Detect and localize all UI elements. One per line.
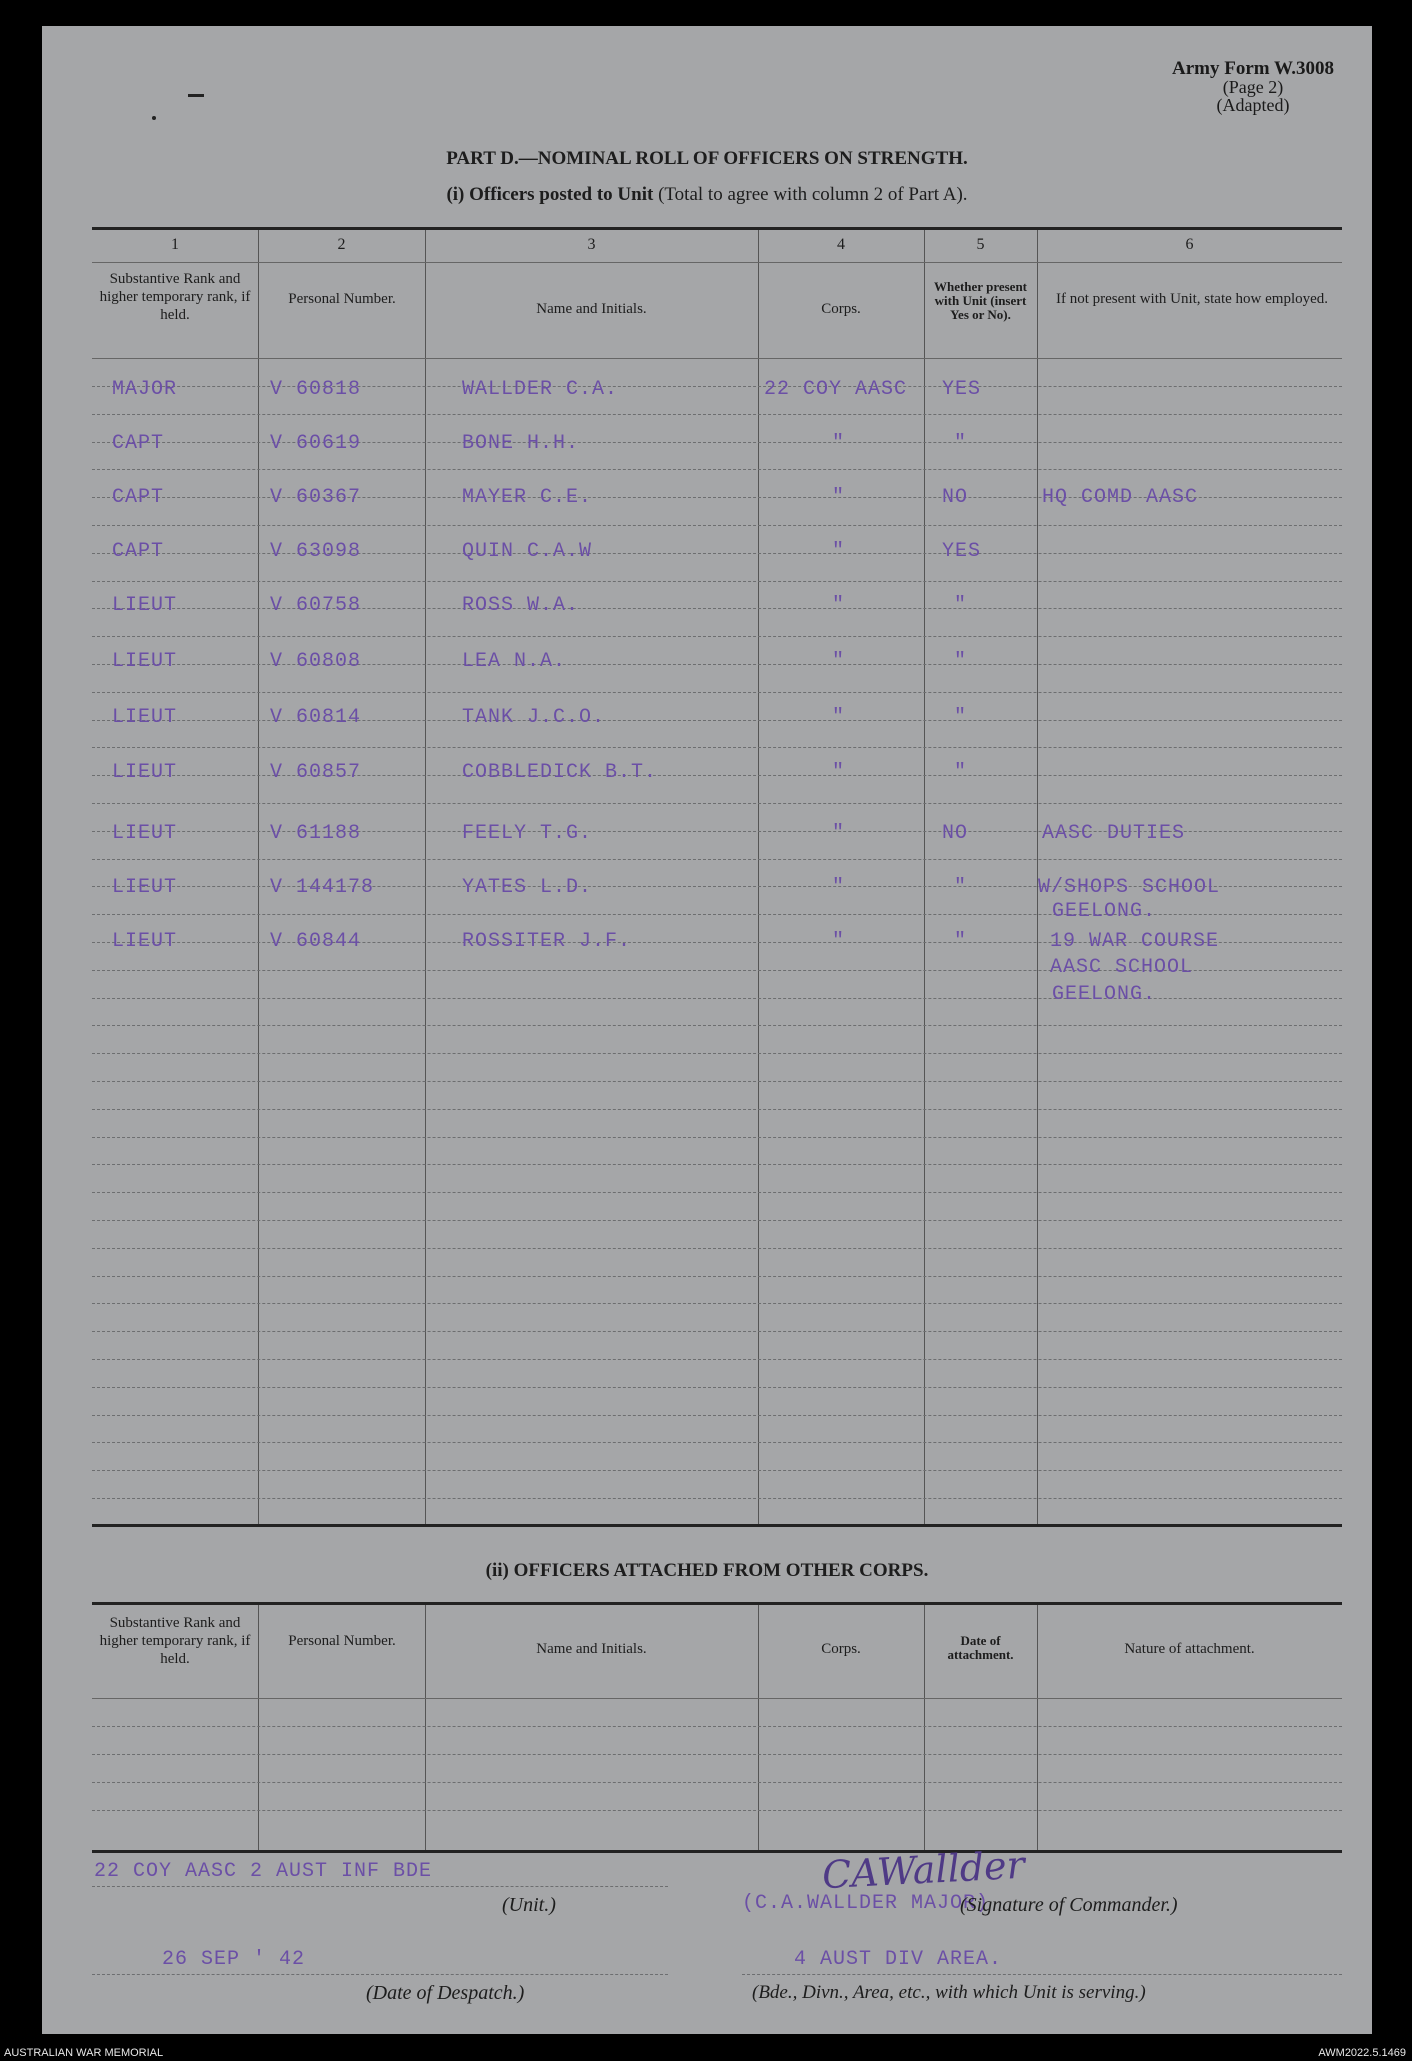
table2-top-rule [92,1602,1342,1605]
ink-mark [188,94,204,97]
roll-number-cell: V 60619 [270,432,362,455]
roll-rank-cell: LIEUT [112,706,178,729]
roll-number-cell: V 60818 [270,378,362,401]
row-rule [92,1498,1342,1499]
archive-reference: AWM2022.5.1469 [1318,2047,1406,2059]
row-rule [92,1303,1342,1304]
roll-name-cell: MAYER C.E. [462,486,593,509]
commander-label: (Signature of Commander.) [960,1894,1178,1916]
row-rule [92,1248,1342,1249]
row-rule [92,1081,1342,1082]
header-bottom-rule [92,358,1342,359]
unit-rule [92,1886,668,1887]
roll-corps-cell: 22 COY AASC [764,378,908,401]
t2-header-corps: Corps. [821,1641,861,1657]
col-header-name: Name and Initials. [536,301,647,317]
row-rule [92,1387,1342,1388]
roll-corps-cell: " [832,486,846,509]
col-number: 6 [1185,236,1194,253]
archive-credit: AUSTRALIAN WAR MEMORIAL [4,2047,164,2059]
col-header-corps: Corps. [821,301,861,317]
date-label: (Date of Despatch.) [366,1982,525,2004]
row-rule [92,1053,1342,1054]
roll-name-cell: COBBLEDICK B.T. [462,761,658,784]
unit-label: (Unit.) [502,1894,556,1916]
roll-number-cell: V 60814 [270,706,362,729]
section1-subtitle-bold: (i) Officers posted to Unit [446,184,654,205]
area-rule [742,1974,1342,1975]
roll-corps-cell: " [832,706,846,729]
roll-employed-cell: GEELONG. [1052,900,1157,923]
section1-subtitle-rest: (Total to agree with column 2 of Part A). [658,184,968,205]
t2-row-rule [92,1726,1342,1727]
roll-rank-cell: CAPT [112,486,165,509]
roll-number-cell: V 61188 [270,822,362,845]
roll-name-cell: LEA N.A. [462,650,567,673]
commander-signature: CAWallder [820,1842,1026,1898]
row-rule [92,1192,1342,1193]
col-number-rule [92,262,1342,263]
roll-present-cell: " [954,432,968,455]
roll-employed-cell: GEELONG. [1052,983,1157,1006]
row-rule [92,1276,1342,1277]
roll-name-cell: BONE H.H. [462,432,580,455]
roll-number-cell: V 60808 [270,650,362,673]
roll-corps-cell: " [832,761,846,784]
roll-name-cell: ROSS W.A. [462,594,580,617]
col-number: 4 [837,236,845,253]
roll-present-cell: " [954,650,968,673]
table1-col-divider [258,230,259,1524]
roll-number-cell: V 60367 [270,486,362,509]
section2-title: (ii) OFFICERS ATTACHED FROM OTHER CORPS. [485,1560,929,1581]
t2-row-rule [92,1754,1342,1755]
form-title: Army Form W.3008 [1171,58,1334,79]
t2-header-rule [92,1698,1342,1699]
roll-present-cell: " [954,706,968,729]
t2-row-rule [92,1810,1342,1811]
roll-name-cell: FEELY T.G. [462,822,593,845]
roll-present-cell: NO [942,822,969,845]
table1-col-divider [924,230,925,1524]
roll-rank-cell: CAPT [112,432,165,455]
row-rule [92,414,1342,415]
roll-name-cell: TANK J.C.O. [462,706,606,729]
row-rule [92,803,1342,804]
row-rule [92,747,1342,748]
col-header-rank: Substantive Rank and higher temporary rank, if held. [99,271,251,323]
table2-bottom-rule [92,1850,1342,1853]
t2-header-rank: Substantive Rank and higher temporary rank, if held. [99,1615,251,1667]
row-rule [92,469,1342,470]
area-value: 4 AUST DIV AREA. [794,1948,1003,1971]
row-rule [92,1025,1342,1026]
row-rule [92,1331,1342,1332]
unit-value: 22 COY AASC 2 AUST INF BDE [94,1860,433,1883]
roll-present-cell: " [954,761,968,784]
roll-present-cell: YES [942,378,982,401]
section1-subtitle [42,186,1372,204]
roll-corps-cell: " [832,540,846,563]
row-rule [92,1164,1342,1165]
row-rule [92,525,1342,526]
roll-corps-cell: " [832,594,846,617]
row-rule [92,1359,1342,1360]
roll-employed-cell: AASC DUTIES [1042,822,1186,845]
table2-col-divider [924,1605,925,1850]
row-rule [92,1470,1342,1471]
roll-employed-cell: AASC SCHOOL [1050,956,1194,979]
row-rule [92,1109,1342,1110]
roll-rank-cell: LIEUT [112,761,178,784]
table1-top-rule [92,227,1342,230]
date-rule [92,1974,668,1975]
table2-col-divider [258,1605,259,1850]
roll-number-cell: V 60857 [270,761,362,784]
roll-corps-cell: " [832,432,846,455]
roll-number-cell: V 63098 [270,540,362,563]
col-number: 2 [337,236,346,253]
form-page: (Page 2) [1222,77,1284,97]
row-rule [92,692,1342,693]
roll-corps-cell: " [832,876,846,899]
roll-present-cell: YES [942,540,982,563]
roll-name-cell: YATES L.D. [462,876,593,899]
row-rule [92,1220,1342,1221]
roll-name-cell: ROSSITER J.F. [462,930,632,953]
roll-present-cell: " [954,876,968,899]
row-rule [92,1415,1342,1416]
form-sheet [42,26,1372,2034]
t2-header-nature: Nature of attachment. [1124,1641,1255,1657]
roll-present-cell: " [954,930,968,953]
roll-corps-cell: " [832,650,846,673]
roll-corps-cell: " [832,822,846,845]
t2-row-rule [92,1782,1342,1783]
roll-employed-cell: W/SHOPS SCHOOL [1038,876,1221,899]
col-number: 1 [171,236,179,253]
roll-rank-cell: LIEUT [112,594,178,617]
date-value: 26 SEP ' 42 [162,1948,306,1971]
table1-bottom-rule [92,1524,1342,1527]
area-label: (Bde., Divn., Area, etc., with which Unit is serving.) [752,1982,1146,2003]
roll-present-cell: " [954,594,968,617]
roll-number-cell: V 60758 [270,594,362,617]
col-header-employed: If not present with Unit, state how employed. [1055,291,1329,307]
roll-number-cell: V 60844 [270,930,362,953]
roll-corps-cell: " [832,930,846,953]
row-rule [92,859,1342,860]
form-identifier [1172,60,1334,114]
roll-employed-cell: HQ COMD AASC [1042,486,1199,509]
part-title: PART D.—NOMINAL ROLL OF OFFICERS ON STRENGTH. [446,148,968,169]
roll-rank-cell: LIEUT [112,876,178,899]
col-number: 3 [587,236,596,253]
form-adapted: (Adapted) [1216,95,1290,115]
ink-dot [152,116,156,120]
table1-col-divider [425,230,426,1524]
table1-col-divider [758,230,759,1524]
commander-value: (C.A.WALLDER MAJOR) [742,1892,990,1915]
row-rule [92,581,1342,582]
t2-header-number: Personal Number. [288,1633,396,1649]
roll-present-cell: NO [942,486,969,509]
roll-employed-cell: 19 WAR COURSE [1050,930,1220,953]
row-rule [92,1442,1342,1443]
roll-rank-cell: LIEUT [112,930,178,953]
roll-rank-cell: CAPT [112,540,165,563]
roll-rank-cell: LIEUT [112,822,178,845]
col-number: 5 [976,236,985,253]
roll-name-cell: QUIN C.A.W [462,540,593,563]
t2-header-name: Name and Initials. [536,1641,647,1657]
col-header-number: Personal Number. [288,291,396,307]
roll-number-cell: V 144178 [270,876,375,899]
roll-rank-cell: MAJOR [112,378,178,401]
roll-rank-cell: LIEUT [112,650,178,673]
roll-name-cell: WALLDER C.A. [462,378,619,401]
archive-footer [0,2034,1412,2061]
row-rule [92,1137,1342,1138]
col-header-present: Whether present with Unit (insert Yes or No). [933,279,1028,322]
row-rule [92,636,1342,637]
t2-header-date: Date of attachment. [947,1633,1014,1662]
